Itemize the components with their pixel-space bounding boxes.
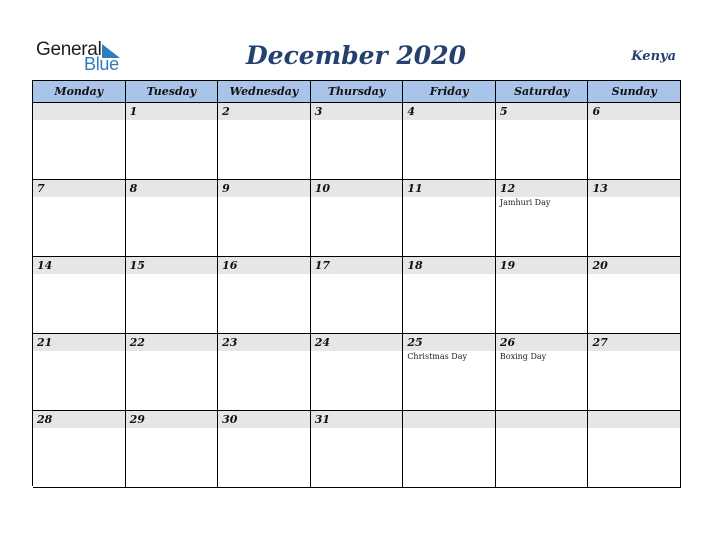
holiday-label: Jamhuri Day bbox=[499, 198, 551, 207]
week-row-3 bbox=[33, 257, 681, 334]
brand-logo-blue: Blue bbox=[84, 54, 119, 74]
day-number: 29 bbox=[129, 413, 145, 426]
day-cell bbox=[218, 334, 311, 411]
day-number: 6 bbox=[592, 105, 601, 118]
day-cell bbox=[126, 103, 219, 180]
day-cell bbox=[126, 334, 219, 411]
day-number-bar bbox=[311, 257, 403, 274]
day-number-bar bbox=[311, 103, 403, 120]
day-number: 11 bbox=[407, 182, 423, 195]
day-number: 9 bbox=[222, 182, 230, 195]
day-cell bbox=[588, 103, 681, 180]
day-cell bbox=[33, 103, 126, 180]
day-cell bbox=[496, 411, 589, 488]
day-number-bar bbox=[496, 180, 588, 197]
day-number: 5 bbox=[499, 105, 508, 118]
day-number-bar bbox=[218, 411, 310, 428]
day-number-bar bbox=[126, 103, 218, 120]
day-cell bbox=[588, 334, 681, 411]
day-cell bbox=[311, 334, 404, 411]
day-cell bbox=[588, 180, 681, 257]
day-number-bar bbox=[218, 334, 310, 351]
day-cell bbox=[496, 334, 589, 411]
day-cell bbox=[403, 103, 496, 180]
day-number-bar bbox=[33, 257, 125, 274]
day-cell bbox=[33, 334, 126, 411]
day-number-bar bbox=[403, 257, 495, 274]
day-number-bar bbox=[218, 257, 310, 274]
day-number: 27 bbox=[592, 336, 608, 349]
day-cell bbox=[218, 257, 311, 334]
weekday-thursday: Thursday bbox=[311, 81, 404, 103]
day-number-bar bbox=[126, 257, 218, 274]
day-cell bbox=[311, 257, 404, 334]
day-cell bbox=[403, 334, 496, 411]
calendar-grid bbox=[32, 80, 681, 486]
day-number-bar bbox=[496, 411, 588, 428]
day-cell bbox=[496, 103, 589, 180]
day-number: 12 bbox=[499, 182, 516, 195]
day-number-bar bbox=[33, 180, 125, 197]
day-number: 30 bbox=[222, 413, 238, 426]
day-number: 22 bbox=[129, 336, 145, 349]
day-cell bbox=[588, 257, 681, 334]
day-number-bar bbox=[126, 411, 218, 428]
day-number-bar bbox=[33, 103, 125, 120]
day-cell bbox=[311, 411, 404, 488]
day-number-bar bbox=[33, 334, 125, 351]
day-cell bbox=[218, 103, 311, 180]
day-cell bbox=[403, 180, 496, 257]
weekday-friday: Friday bbox=[403, 81, 496, 103]
day-number-bar bbox=[403, 411, 495, 428]
day-number-bar bbox=[588, 411, 680, 428]
day-cell bbox=[126, 257, 219, 334]
weekday-wednesday: Wednesday bbox=[218, 81, 311, 103]
day-number-bar bbox=[218, 103, 310, 120]
weekday-tuesday: Tuesday bbox=[126, 81, 219, 103]
day-number-bar bbox=[311, 180, 403, 197]
day-cell bbox=[496, 180, 589, 257]
week-row-5 bbox=[33, 411, 681, 488]
day-number: 28 bbox=[37, 413, 53, 426]
day-number: 23 bbox=[222, 336, 238, 349]
day-number: 18 bbox=[407, 259, 423, 272]
holiday-label: Christmas Day bbox=[407, 352, 467, 361]
day-cell bbox=[218, 180, 311, 257]
day-number-bar bbox=[403, 180, 495, 197]
week-row-1 bbox=[33, 103, 681, 180]
day-cell bbox=[588, 411, 681, 488]
day-number-bar bbox=[218, 180, 310, 197]
day-cell bbox=[33, 257, 126, 334]
day-number: 25 bbox=[407, 336, 423, 349]
day-cell bbox=[403, 411, 496, 488]
day-number: 10 bbox=[314, 182, 331, 195]
day-number-bar bbox=[496, 257, 588, 274]
day-number: 7 bbox=[37, 182, 45, 195]
day-number-bar bbox=[311, 411, 403, 428]
day-cell bbox=[496, 257, 589, 334]
weekday-header-row bbox=[33, 81, 681, 103]
day-number-bar bbox=[126, 334, 218, 351]
day-number: 3 bbox=[314, 105, 323, 118]
day-number: 15 bbox=[129, 259, 145, 272]
week-row-2 bbox=[33, 180, 681, 257]
day-number: 19 bbox=[499, 259, 516, 272]
day-cell bbox=[33, 180, 126, 257]
day-number-bar bbox=[311, 334, 403, 351]
day-number-bar bbox=[33, 411, 125, 428]
day-number: 14 bbox=[37, 259, 53, 272]
day-number: 24 bbox=[314, 336, 331, 349]
day-number: 8 bbox=[129, 182, 138, 195]
day-number-bar bbox=[403, 103, 495, 120]
day-cell bbox=[403, 257, 496, 334]
day-number: 31 bbox=[314, 413, 331, 426]
day-number: 17 bbox=[314, 259, 331, 272]
day-cell bbox=[311, 103, 404, 180]
day-number-bar bbox=[588, 257, 680, 274]
day-number: 26 bbox=[499, 336, 516, 349]
day-cell bbox=[33, 411, 126, 488]
day-number-bar bbox=[126, 180, 218, 197]
day-number: 2 bbox=[222, 105, 230, 118]
day-number: 4 bbox=[407, 105, 415, 118]
weekday-saturday: Saturday bbox=[496, 81, 589, 103]
weekday-sunday: Sunday bbox=[588, 81, 681, 103]
day-cell bbox=[126, 180, 219, 257]
day-number-bar bbox=[496, 334, 588, 351]
day-number-bar bbox=[403, 334, 495, 351]
day-number-bar bbox=[588, 103, 680, 120]
day-number-bar bbox=[588, 180, 680, 197]
day-number: 1 bbox=[129, 105, 138, 118]
day-cell bbox=[126, 411, 219, 488]
week-row-4 bbox=[33, 334, 681, 411]
day-number: 16 bbox=[222, 259, 238, 272]
day-number-bar bbox=[588, 334, 680, 351]
day-cell bbox=[218, 411, 311, 488]
holiday-label: Boxing Day bbox=[499, 352, 547, 361]
weekday-monday: Monday bbox=[33, 81, 126, 103]
brand-logo-general: General bbox=[36, 39, 102, 60]
day-cell bbox=[311, 180, 404, 257]
day-number-bar bbox=[496, 103, 588, 120]
country-label: Kenya bbox=[631, 49, 676, 64]
day-number: 13 bbox=[592, 182, 608, 195]
page-title: December 2020 bbox=[245, 41, 466, 70]
day-number: 20 bbox=[592, 259, 608, 272]
day-number: 21 bbox=[37, 336, 53, 349]
